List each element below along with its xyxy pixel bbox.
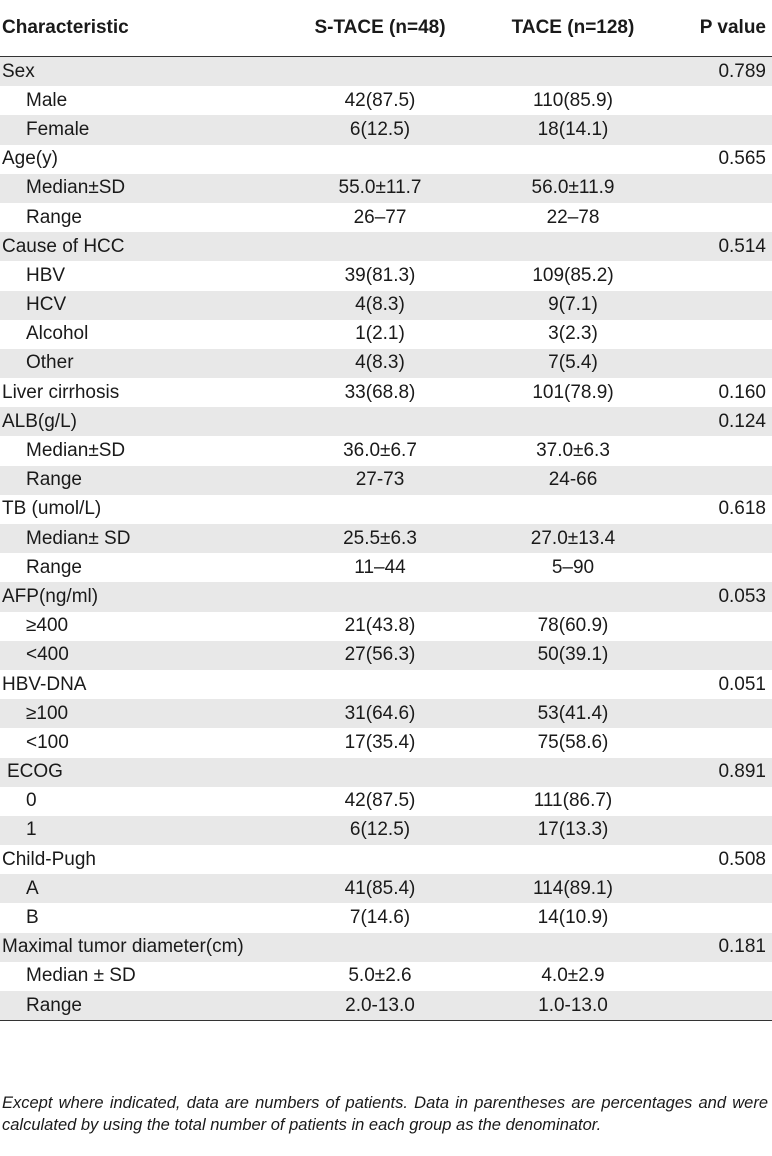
row-label: Sex xyxy=(0,57,286,87)
cell-p-value xyxy=(672,612,772,641)
row-label: Median±SD xyxy=(26,440,126,462)
cell-p-value: 0.181 xyxy=(672,933,772,962)
table-row xyxy=(0,203,772,232)
row-label: B xyxy=(26,907,39,929)
row-label: ALB(g/L) xyxy=(0,407,286,436)
row-label: 0 xyxy=(26,790,37,812)
cell-tace: 114(89.1) xyxy=(474,874,672,903)
table-row xyxy=(0,174,772,203)
table-row xyxy=(0,349,772,378)
row-label: Liver cirrhosis xyxy=(2,381,120,403)
cell-s-tace: 25.5±6.3 xyxy=(286,524,474,553)
cell-tace: 27.0±13.4 xyxy=(474,524,672,553)
table-row xyxy=(0,145,772,174)
cell-tace: 111(86.7) xyxy=(533,790,613,812)
cell-p-value: 0.618 xyxy=(718,498,766,520)
cell-s-tace: 21(43.8) xyxy=(344,615,416,637)
table-row xyxy=(0,495,772,524)
cell-p-value: 0.789 xyxy=(672,57,772,87)
row-label: HBV-DNA xyxy=(2,673,87,695)
table-row xyxy=(0,115,772,144)
row-label: ≥400 xyxy=(26,615,69,637)
cell-s-tace xyxy=(286,582,474,611)
cell-p-value: 0.891 xyxy=(672,758,772,787)
cell-s-tace xyxy=(286,670,474,699)
cell-p-value xyxy=(672,991,772,1021)
cell-tace xyxy=(474,933,672,962)
cell-p-value: 0.514 xyxy=(672,232,772,261)
table-row xyxy=(0,874,772,903)
cell-s-tace xyxy=(286,758,474,787)
cell-p-value xyxy=(672,349,772,378)
table-header xyxy=(0,0,772,57)
cell-s-tace: 4(8.3) xyxy=(286,349,474,378)
cell-s-tace: 6(12.5) xyxy=(286,816,474,845)
cell-tace xyxy=(474,582,672,611)
cell-tace: 17(13.3) xyxy=(474,816,672,845)
cell-s-tace xyxy=(286,57,474,87)
table-row xyxy=(0,962,772,991)
cell-s-tace: 42(87.5) xyxy=(344,89,416,111)
row-label: <100 xyxy=(26,731,69,753)
cell-s-tace xyxy=(286,232,474,261)
table-row xyxy=(0,845,772,874)
cell-p-value xyxy=(672,816,772,845)
cell-s-tace: 42(87.5) xyxy=(344,790,416,812)
cell-p-value: 0.051 xyxy=(718,673,766,695)
cell-p-value xyxy=(672,261,772,290)
table-row xyxy=(0,787,772,816)
cell-s-tace: 39(81.3) xyxy=(344,264,416,286)
cell-s-tace: 2.0-13.0 xyxy=(286,991,474,1021)
cell-p-value xyxy=(672,699,772,728)
row-label: Median ± SD xyxy=(26,965,136,987)
cell-p-value xyxy=(672,874,772,903)
cell-tace: 53(41.4) xyxy=(474,699,672,728)
table-row xyxy=(0,670,772,699)
row-label: Range xyxy=(26,556,82,578)
cell-tace: 3(2.3) xyxy=(548,323,598,345)
cell-p-value xyxy=(672,174,772,203)
cell-tace xyxy=(474,57,672,87)
cell-tace: 37.0±6.3 xyxy=(536,440,610,462)
cell-s-tace: 5.0±2.6 xyxy=(348,965,412,987)
cell-tace: 1.0-13.0 xyxy=(474,991,672,1021)
row-label: Child-Pugh xyxy=(2,848,96,870)
cell-tace xyxy=(474,495,672,524)
table-row xyxy=(0,933,772,962)
row-label: <400 xyxy=(0,641,286,670)
cell-p-value xyxy=(672,553,772,582)
table-row xyxy=(0,436,772,465)
cell-p-value xyxy=(672,86,772,115)
row-label: Female xyxy=(0,115,286,144)
cell-tace: 78(60.9) xyxy=(537,615,609,637)
cell-p-value: 0.508 xyxy=(718,848,766,870)
table-row xyxy=(0,524,772,553)
cell-s-tace: 1(2.1) xyxy=(355,323,405,345)
cell-p-value xyxy=(672,466,772,495)
cell-tace: 50(39.1) xyxy=(474,641,672,670)
header-row xyxy=(0,0,772,57)
row-label: Maximal tumor diameter(cm) xyxy=(0,933,286,962)
row-label: A xyxy=(0,874,286,903)
cell-tace: 4.0±2.9 xyxy=(541,965,605,987)
cell-tace: 75(58.6) xyxy=(537,731,609,753)
row-label: 1 xyxy=(0,816,286,845)
cell-tace: 56.0±11.9 xyxy=(474,174,672,203)
cell-s-tace: 11–44 xyxy=(354,556,406,578)
cell-tace: 18(14.1) xyxy=(474,115,672,144)
cell-s-tace: 27(56.3) xyxy=(286,641,474,670)
cell-s-tace: 27-73 xyxy=(286,466,474,495)
row-label: Range xyxy=(0,466,286,495)
row-label: Cause of HCC xyxy=(0,232,286,261)
cell-p-value xyxy=(672,903,772,932)
table-row xyxy=(0,758,772,787)
cell-s-tace: 6(12.5) xyxy=(286,115,474,144)
cell-p-value xyxy=(672,641,772,670)
row-label: HCV xyxy=(0,291,286,320)
row-label: AFP(ng/ml) xyxy=(0,582,286,611)
table-row xyxy=(0,261,772,290)
row-label: ECOG xyxy=(0,758,286,787)
cell-p-value xyxy=(672,962,772,991)
table-row xyxy=(0,903,772,932)
cell-s-tace: 17(35.4) xyxy=(344,731,416,753)
cell-s-tace xyxy=(286,933,474,962)
cell-p-value: 0.124 xyxy=(672,407,772,436)
row-label: Other xyxy=(0,349,286,378)
header-tace: TACE (n=128) xyxy=(474,0,672,57)
cell-p-value xyxy=(672,320,772,349)
table-row xyxy=(0,641,772,670)
cell-tace xyxy=(474,407,672,436)
cell-s-tace: 41(85.4) xyxy=(286,874,474,903)
row-label: Range xyxy=(0,991,286,1021)
cell-s-tace: 7(14.6) xyxy=(349,907,411,929)
table-body xyxy=(0,57,772,1021)
row-label: ≥100 xyxy=(0,699,286,728)
table-row xyxy=(0,232,772,261)
table-row xyxy=(0,991,772,1021)
cell-tace: 110(85.9) xyxy=(533,89,613,111)
row-label: Age(y) xyxy=(2,148,58,170)
table-row xyxy=(0,582,772,611)
cell-p-value xyxy=(672,728,772,757)
table-row xyxy=(0,291,772,320)
cell-tace xyxy=(474,845,672,874)
cell-p-value: 0.160 xyxy=(718,381,766,403)
header-characteristic: Characteristic xyxy=(0,0,286,57)
cell-p-value: 0.053 xyxy=(672,582,772,611)
cell-tace: 7(5.4) xyxy=(474,349,672,378)
cell-s-tace: 31(64.6) xyxy=(286,699,474,728)
cell-tace xyxy=(474,145,672,174)
row-label: Alcohol xyxy=(26,323,89,345)
cell-p-value xyxy=(672,203,772,232)
table-row xyxy=(0,612,772,641)
cell-tace: 24-66 xyxy=(474,466,672,495)
cell-s-tace xyxy=(286,495,474,524)
cell-s-tace: 33(68.8) xyxy=(344,381,416,403)
cell-tace: 9(7.1) xyxy=(474,291,672,320)
cell-s-tace xyxy=(286,145,474,174)
cell-tace xyxy=(474,232,672,261)
row-label: TB (umol/L) xyxy=(2,498,102,520)
cell-s-tace xyxy=(286,845,474,874)
cell-p-value xyxy=(672,291,772,320)
table-row xyxy=(0,816,772,845)
cell-s-tace: 26–77 xyxy=(353,206,407,228)
row-label: Male xyxy=(26,89,68,111)
header-s-tace: S-TACE (n=48) xyxy=(286,0,474,57)
table-row xyxy=(0,320,772,349)
table-row xyxy=(0,728,772,757)
header-p-value: P value xyxy=(672,0,772,57)
table-row xyxy=(0,57,772,87)
cell-tace: 5–90 xyxy=(551,556,595,578)
cell-tace: 22–78 xyxy=(546,206,600,228)
row-label: Range xyxy=(26,206,82,228)
cell-p-value xyxy=(672,436,772,465)
cell-p-value xyxy=(672,787,772,816)
cell-p-value xyxy=(672,524,772,553)
table-row xyxy=(0,699,772,728)
cell-s-tace: 55.0±11.7 xyxy=(286,174,474,203)
row-label: Median± SD xyxy=(0,524,286,553)
table-row xyxy=(0,553,772,582)
cell-tace xyxy=(474,670,672,699)
cell-tace: 14(10.9) xyxy=(537,907,609,929)
cell-p-value: 0.565 xyxy=(718,148,766,170)
table-row xyxy=(0,86,772,115)
cell-p-value xyxy=(672,115,772,144)
row-label: Median±SD xyxy=(0,174,286,203)
cell-s-tace xyxy=(286,407,474,436)
cell-s-tace: 4(8.3) xyxy=(286,291,474,320)
cell-tace: 109(85.2) xyxy=(532,264,614,286)
table-row xyxy=(0,407,772,436)
table-row xyxy=(0,466,772,495)
table-footnote: Except where indicated, data are numbers of patients. Data in parentheses are percentages and were calculated by using the total number of patients in each group as the denominator. xyxy=(2,1094,768,1134)
cell-tace xyxy=(474,758,672,787)
cell-tace: 101(78.9) xyxy=(532,381,614,403)
table-row xyxy=(0,378,772,407)
cell-s-tace: 36.0±6.7 xyxy=(343,440,417,462)
row-label: HBV xyxy=(26,264,66,286)
